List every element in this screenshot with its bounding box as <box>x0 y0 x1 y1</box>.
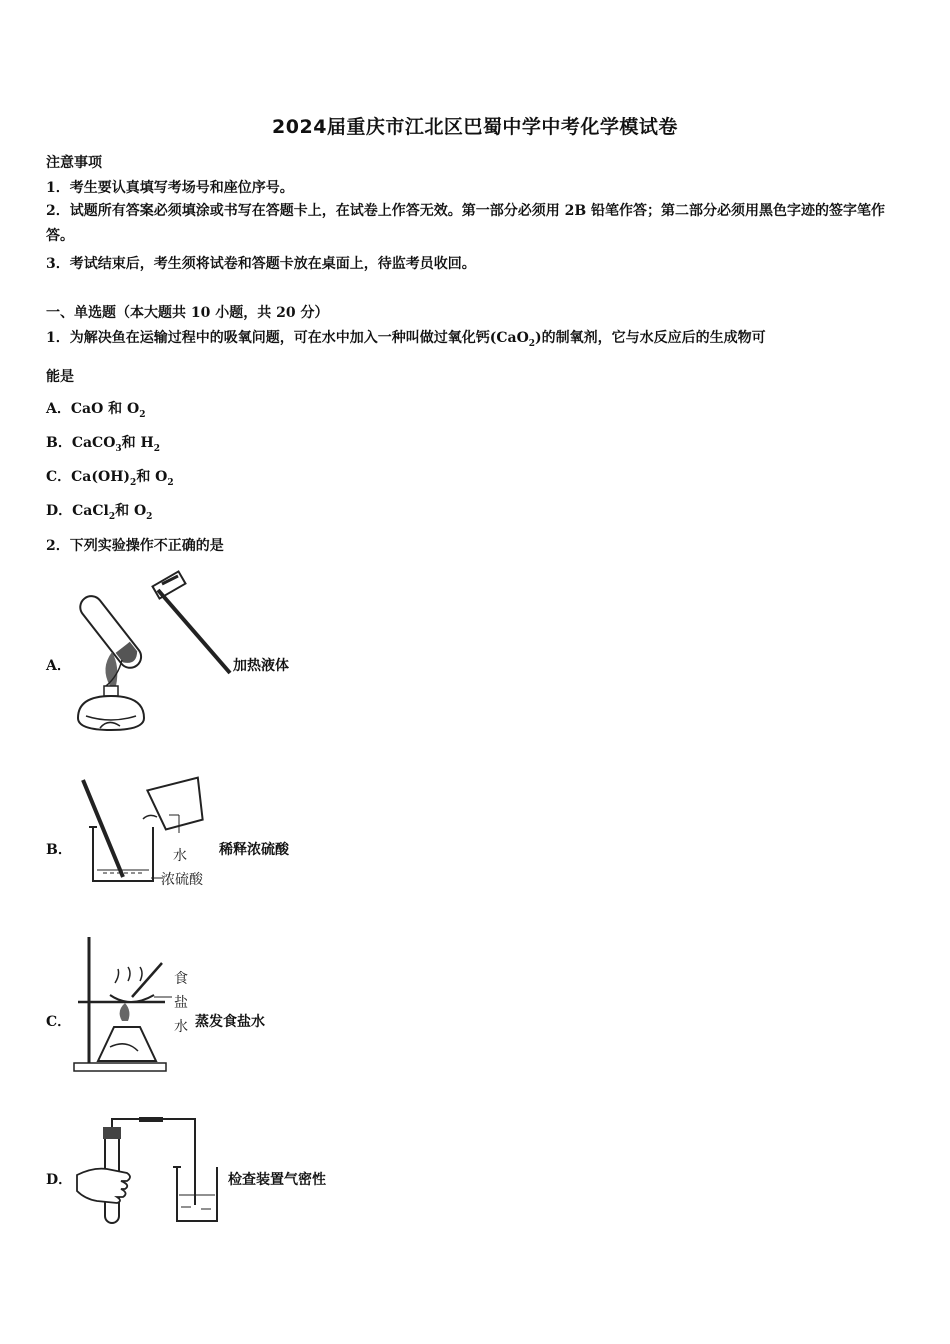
q1-option-b[interactable] <box>46 432 160 454</box>
note-item-3: 3．考试结束后，考生须将试卷和答题卡放在桌面上，待监考员收回。 <box>46 256 476 272</box>
q1-option-c-sub1: 2 <box>130 477 137 488</box>
q1-option-d-text1: CaCl <box>72 503 109 519</box>
evaporation-figure <box>70 935 195 1075</box>
q1-option-b-sub1: 3 <box>115 443 122 454</box>
q2-option-c-letter[interactable]: C． <box>46 1014 72 1030</box>
q1-option-c-letter: C． <box>46 469 72 485</box>
evap-label-2: 盐 <box>174 995 188 1011</box>
q2-option-d-label: 检查装置气密性 <box>228 1172 326 1188</box>
q1-option-c-text2: 和 O <box>136 469 168 485</box>
q1-option-c-text1: Ca(OH) <box>71 469 131 485</box>
q1-stem-part-a: 1．为解决鱼在运输过程中的吸氧问题，可在水中加入一种叫做过氧化钙(CaO <box>46 330 529 346</box>
q1-stem-sub: 2 <box>528 338 536 349</box>
q1-option-d-sub2: 2 <box>146 511 153 522</box>
q1-option-c-sub2: 2 <box>167 477 174 488</box>
acid-label: 浓硫酸 <box>161 872 203 888</box>
q2-option-a-label: 加热液体 <box>233 658 289 674</box>
q1-option-d[interactable] <box>46 500 152 522</box>
q1-option-a-sub: 2 <box>139 409 146 420</box>
question-1-stem-cont: 能是 <box>46 369 74 385</box>
section-heading: 一、单选题（本大题共 10 小题，共 20 分） <box>46 305 329 321</box>
water-label: 水 <box>173 848 187 864</box>
q1-option-a[interactable] <box>46 398 146 420</box>
question-1-stem <box>46 327 766 349</box>
q1-option-d-text2: 和 O <box>115 503 147 519</box>
heating-liquid-figure <box>70 568 240 738</box>
q1-option-a-letter: A． <box>46 401 71 417</box>
q1-option-a-text: CaO 和 O <box>70 401 140 417</box>
exam-title: 2024届重庆市江北区巴蜀中学中考化学模试卷 <box>272 116 678 138</box>
q2-option-c-label: 蒸发食盐水 <box>195 1014 265 1030</box>
question-2-stem: 2．下列实验操作不正确的是 <box>46 538 224 554</box>
q1-option-b-letter: B． <box>46 435 72 451</box>
q1-option-d-letter: D． <box>46 503 73 519</box>
note-item-2: 2．试题所有答案必须填涂或书写在答题卡上，在试卷上作答无效。第一部分必须用 2B 铅笔作答；第二部分必须用黑色字迹的签字笔作答。 <box>46 203 886 244</box>
evap-label-3: 水 <box>174 1019 188 1035</box>
q2-option-a-letter[interactable]: A． <box>46 658 71 674</box>
q1-option-c[interactable] <box>46 466 174 488</box>
dilute-acid-figure <box>75 775 215 890</box>
q1-option-b-sub2: 2 <box>153 443 161 454</box>
evap-label-1: 食 <box>174 971 188 987</box>
q2-option-b-letter[interactable]: B． <box>46 842 72 858</box>
airtightness-figure <box>75 1117 225 1227</box>
q1-stem-part-b: )的制氧剂，它与水反应后的生成物可 <box>535 330 766 346</box>
q2-option-d-letter[interactable]: D． <box>46 1172 73 1188</box>
q1-option-b-text2: 和 H <box>121 435 154 451</box>
notes-heading: 注意事项 <box>46 155 102 171</box>
note-item-1: 1．考生要认真填写考场号和座位序号。 <box>46 180 294 196</box>
q1-option-d-sub1: 2 <box>108 511 116 522</box>
q1-option-b-text1: CaCO <box>71 435 116 451</box>
q2-option-b-label: 稀释浓硫酸 <box>219 842 289 858</box>
